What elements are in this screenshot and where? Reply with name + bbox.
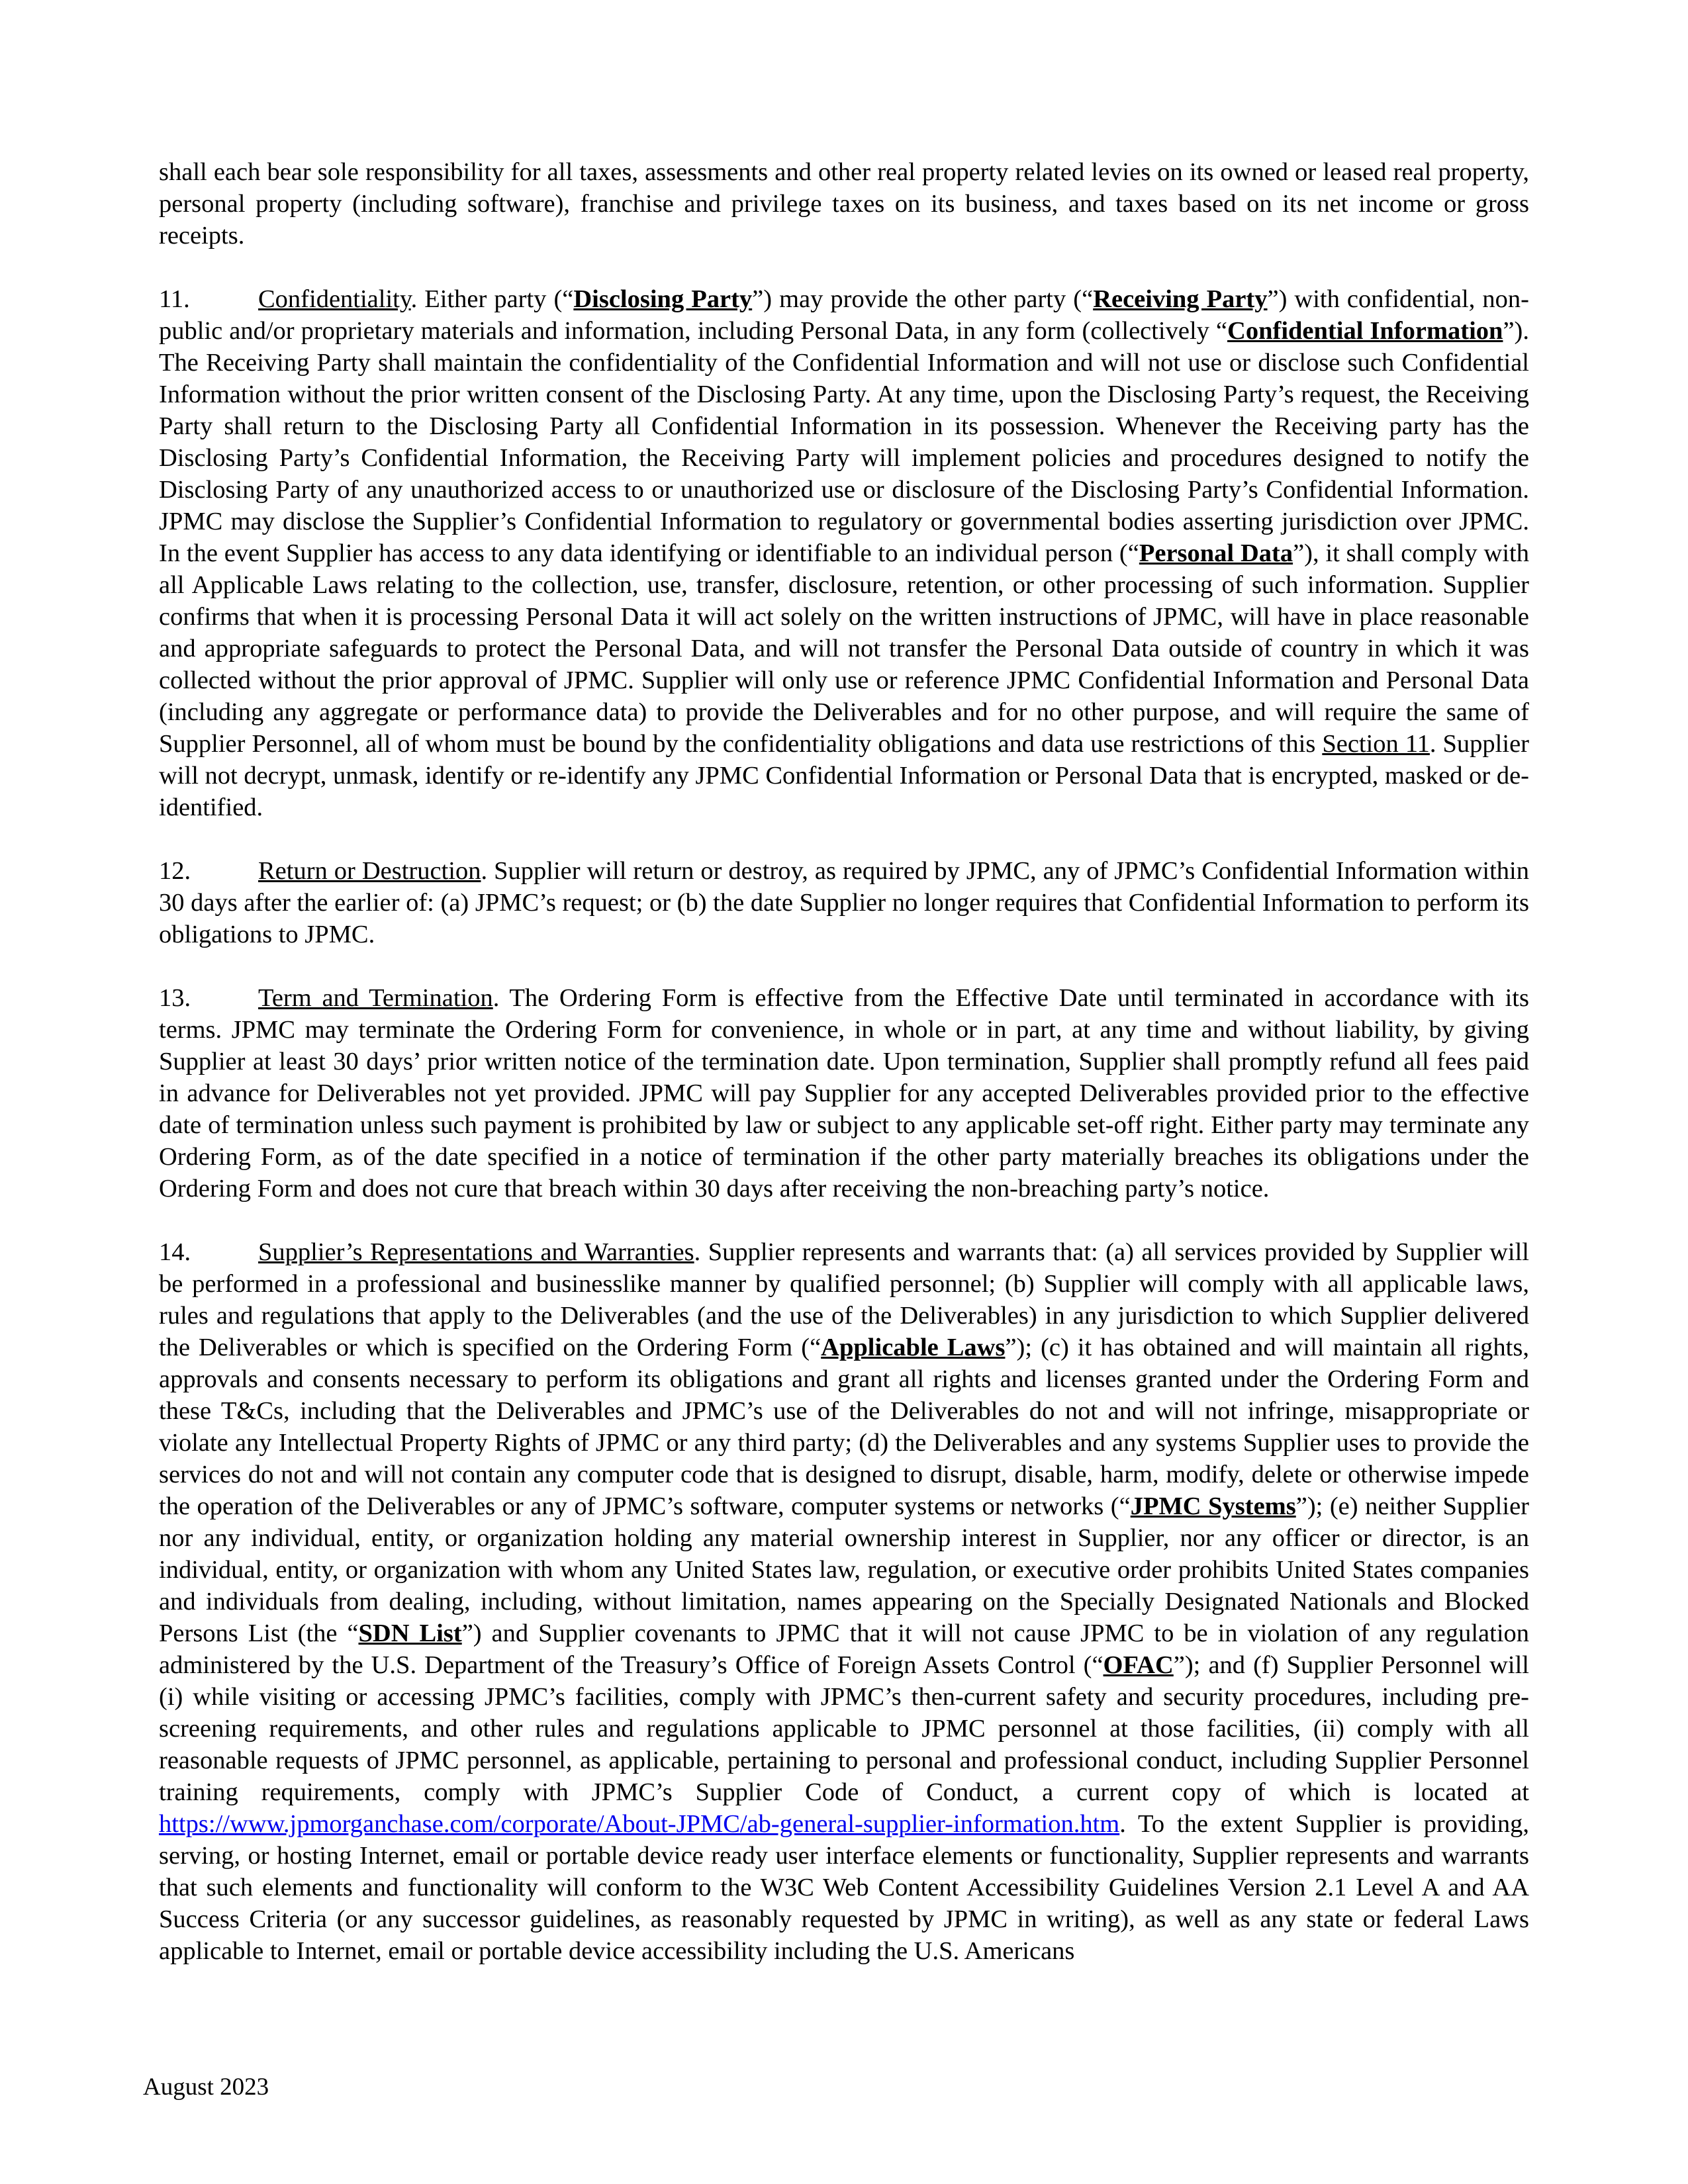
- body-text: . Supplier represents and warrants that: (a) all services provided by Supplier will be performed in a professional and businesslike manner by qualified personnel; (b) Supplier will comply with all applicable laws, rules and regulations that apply to the Deliverables (and the use of the Deliverables) in any jurisdiction to which Supplier delivered the Deliverables or which is specified on the Ordering Form (“: [159, 1238, 1529, 1361]
- body-text: . Supplier will not decrypt, unmask, identify or re-identify any JPMC Confidential Information or Personal Data that is encrypted, masked or de-identified.: [159, 730, 1529, 821]
- defined-term: Personal Data: [1139, 539, 1293, 567]
- body-text: ”) may provide the other party (“: [752, 285, 1094, 313]
- body-text: ”) with confidential, non-public and/or proprietary materials and information, including Personal Data, in any form (collectively “: [159, 285, 1529, 345]
- section-heading: Term and Termination: [258, 984, 493, 1012]
- body-text: . Either party (“: [410, 285, 574, 313]
- body-text: ”). The Receiving Party shall maintain the confidentiality of the Confidential Information and will not use or disclose such Confidential Information without the prior written consent of the Disclosing Party. At any time, upon the Disclosing Party’s request, the Receiving Party shall return to the Disclosing Party all Confidential Information in its possession. Whenever the Receiving party has the Disclosing Party’s Confidential Information, the Receiving Party will implement policies and procedures designed to notify the Disclosing Party of any unauthorized access to or unauthorized use or disclosure of the Disclosing Party’s Confidential Information. JPMC may disclose the Supplier’s Confidential Information to regulatory or governmental bodies asserting jurisdiction over JPMC. In the event Supplier has access to any data identifying or identifiable to an individual person (“: [159, 317, 1530, 567]
- defined-term: Applicable Laws: [821, 1334, 1006, 1361]
- section-number: 14.: [159, 1238, 191, 1266]
- defined-term: SDN List: [358, 1619, 462, 1647]
- body-text: ”) and Supplier covenants to JPMC that it will not cause JPMC to be in violation of any regulation administered by the U.S. Department of the Treasury’s Office of Foreign Assets Control (“: [159, 1619, 1530, 1679]
- section-14-representations-and-warranties: [159, 1236, 1529, 1967]
- body-text: . The Ordering Form is effective from the Effective Date until terminated in accordance with its terms. JPMC may terminate the Ordering Form for convenience, in whole or in part, at any time and without liability, by giving Supplier at least 30 days’ prior written notice of the termination date. Upon termination, Supplier shall promptly refund all fees paid in advance for Deliverables not yet provided. JPMC will pay Supplier for any accepted Deliverables provided prior to the effective date of termination unless such payment is prohibited by law or subject to any applicable set-off right. Either party may terminate any Ordering Form, as of the date specified in a notice of termination if the other party materially breaches its obligations under the Ordering Form and does not cure that breach within 30 days after receiving the non-breaching party’s notice.: [159, 984, 1529, 1203]
- section-heading: Return or Destruction: [258, 857, 481, 885]
- body-text: ”); and (f) Supplier Personnel will (i) while visiting or accessing JPMC’s facilities, comply with JPMC’s then-current safety and security procedures, including pre-screening requirements, and other rules and regulations applicable to JPMC personnel at those facilities, (ii) comply with all reasonable requests of JPMC personnel, as applicable, pertaining to personal and professional conduct, including Supplier Personnel training requirements, comply with JPMC’s Supplier Code of Conduct, a current copy of which is located at: [159, 1651, 1529, 1806]
- section-number: 13.: [159, 984, 191, 1012]
- intro-text: shall each bear sole responsibility for all taxes, assessments and other real property related levies on its owned or leased real property, personal property (including software), franchise and privilege taxes on its business, and taxes based on its net income or gross receipts.: [159, 158, 1529, 250]
- defined-term: Disclosing Party: [573, 285, 753, 313]
- supplier-information-link[interactable]: https://www.jpmorganchase.com/corporate/About-JPMC/ab-general-supplier-information.htm: [159, 1810, 1120, 1838]
- section-reference: Section 11: [1322, 730, 1430, 758]
- defined-term: Receiving Party: [1093, 285, 1268, 313]
- section-number: 12.: [159, 857, 191, 885]
- intro-paragraph: [159, 156, 1529, 251]
- body-text: ”); (e) neither Supplier nor any individual, entity, or organization holding any material ownership interest in Supplier, nor any officer or director, is an individual, entity, or organization with whom any United States law, regulation, or executive order prohibits United States companies and individuals from dealing, including, without limitation, names appearing on the Specially Designated Nationals and Blocked Persons List (the “: [159, 1492, 1529, 1647]
- body-text: ”), it shall comply with all Applicable Laws relating to the collection, use, transfer, disclosure, retention, or other processing of such information. Supplier confirms that when it is processing Personal Data it will act solely on the written instructions of JPMC, will have in place reasonable and appropriate safeguards to protect the Personal Data, and will not transfer the Personal Data outside of country in which it was collected without the prior approval of JPMC. Supplier will only use or reference JPMC Confidential Information and Personal Data (including any aggregate or performance data) to provide the Deliverables and for no other purpose, and will require the same of Supplier Personnel, all of whom must be bound by the confidentiality obligations and data use restrictions of this: [159, 539, 1529, 758]
- section-11-confidentiality: [159, 283, 1529, 823]
- defined-term: Confidential Information: [1227, 317, 1503, 345]
- body-text: . To the extent Supplier is providing, serving, or hosting Internet, email or portable device ready user interface elements or functionality, Supplier represents and warrants that such elements and functionality will conform to the W3C Web Content Accessibility Guidelines Version 2.1 Level A and AA Success Criteria (or any successor guidelines, as reasonably requested by JPMC in writing), as well as any state or federal Laws applicable to Internet, email or portable device accessibility including the U.S. Americans: [159, 1810, 1529, 1965]
- document-page: [159, 156, 1529, 1967]
- body-text: ”); (c) it has obtained and will maintain all rights, approvals and consents necessary to perform its obligations and grant all rights and licenses granted under the Ordering Form and these T&Cs, including that the Deliverables and JPMC’s use of the Deliverables do not and will not infringe, misappropriate or violate any Intellectual Property Rights of JPMC or any third party; (d) the Deliverables and any systems Supplier uses to provide the services do not and will not contain any computer code that is designed to disrupt, disable, harm, modify, delete or otherwise impede the operation of the Deliverables or any of JPMC’s software, computer systems or networks (“: [159, 1334, 1529, 1520]
- section-number: 11.: [159, 285, 190, 313]
- section-12-return-or-destruction: [159, 855, 1529, 950]
- section-heading: Confidentiality: [258, 285, 411, 313]
- section-heading: Supplier’s Representations and Warranties: [258, 1238, 694, 1266]
- body-text: . Supplier will return or destroy, as required by JPMC, any of JPMC’s Confidential Information within 30 days after the earlier of: (a) JPMC’s request; or (b) the date Supplier no longer requires that Confidential Information to perform its obligations to JPMC.: [159, 857, 1529, 948]
- defined-term: JPMC Systems: [1130, 1492, 1296, 1520]
- section-13-term-and-termination: [159, 982, 1529, 1205]
- footer-date: August 2023: [143, 2073, 269, 2101]
- defined-term: OFAC: [1103, 1651, 1174, 1679]
